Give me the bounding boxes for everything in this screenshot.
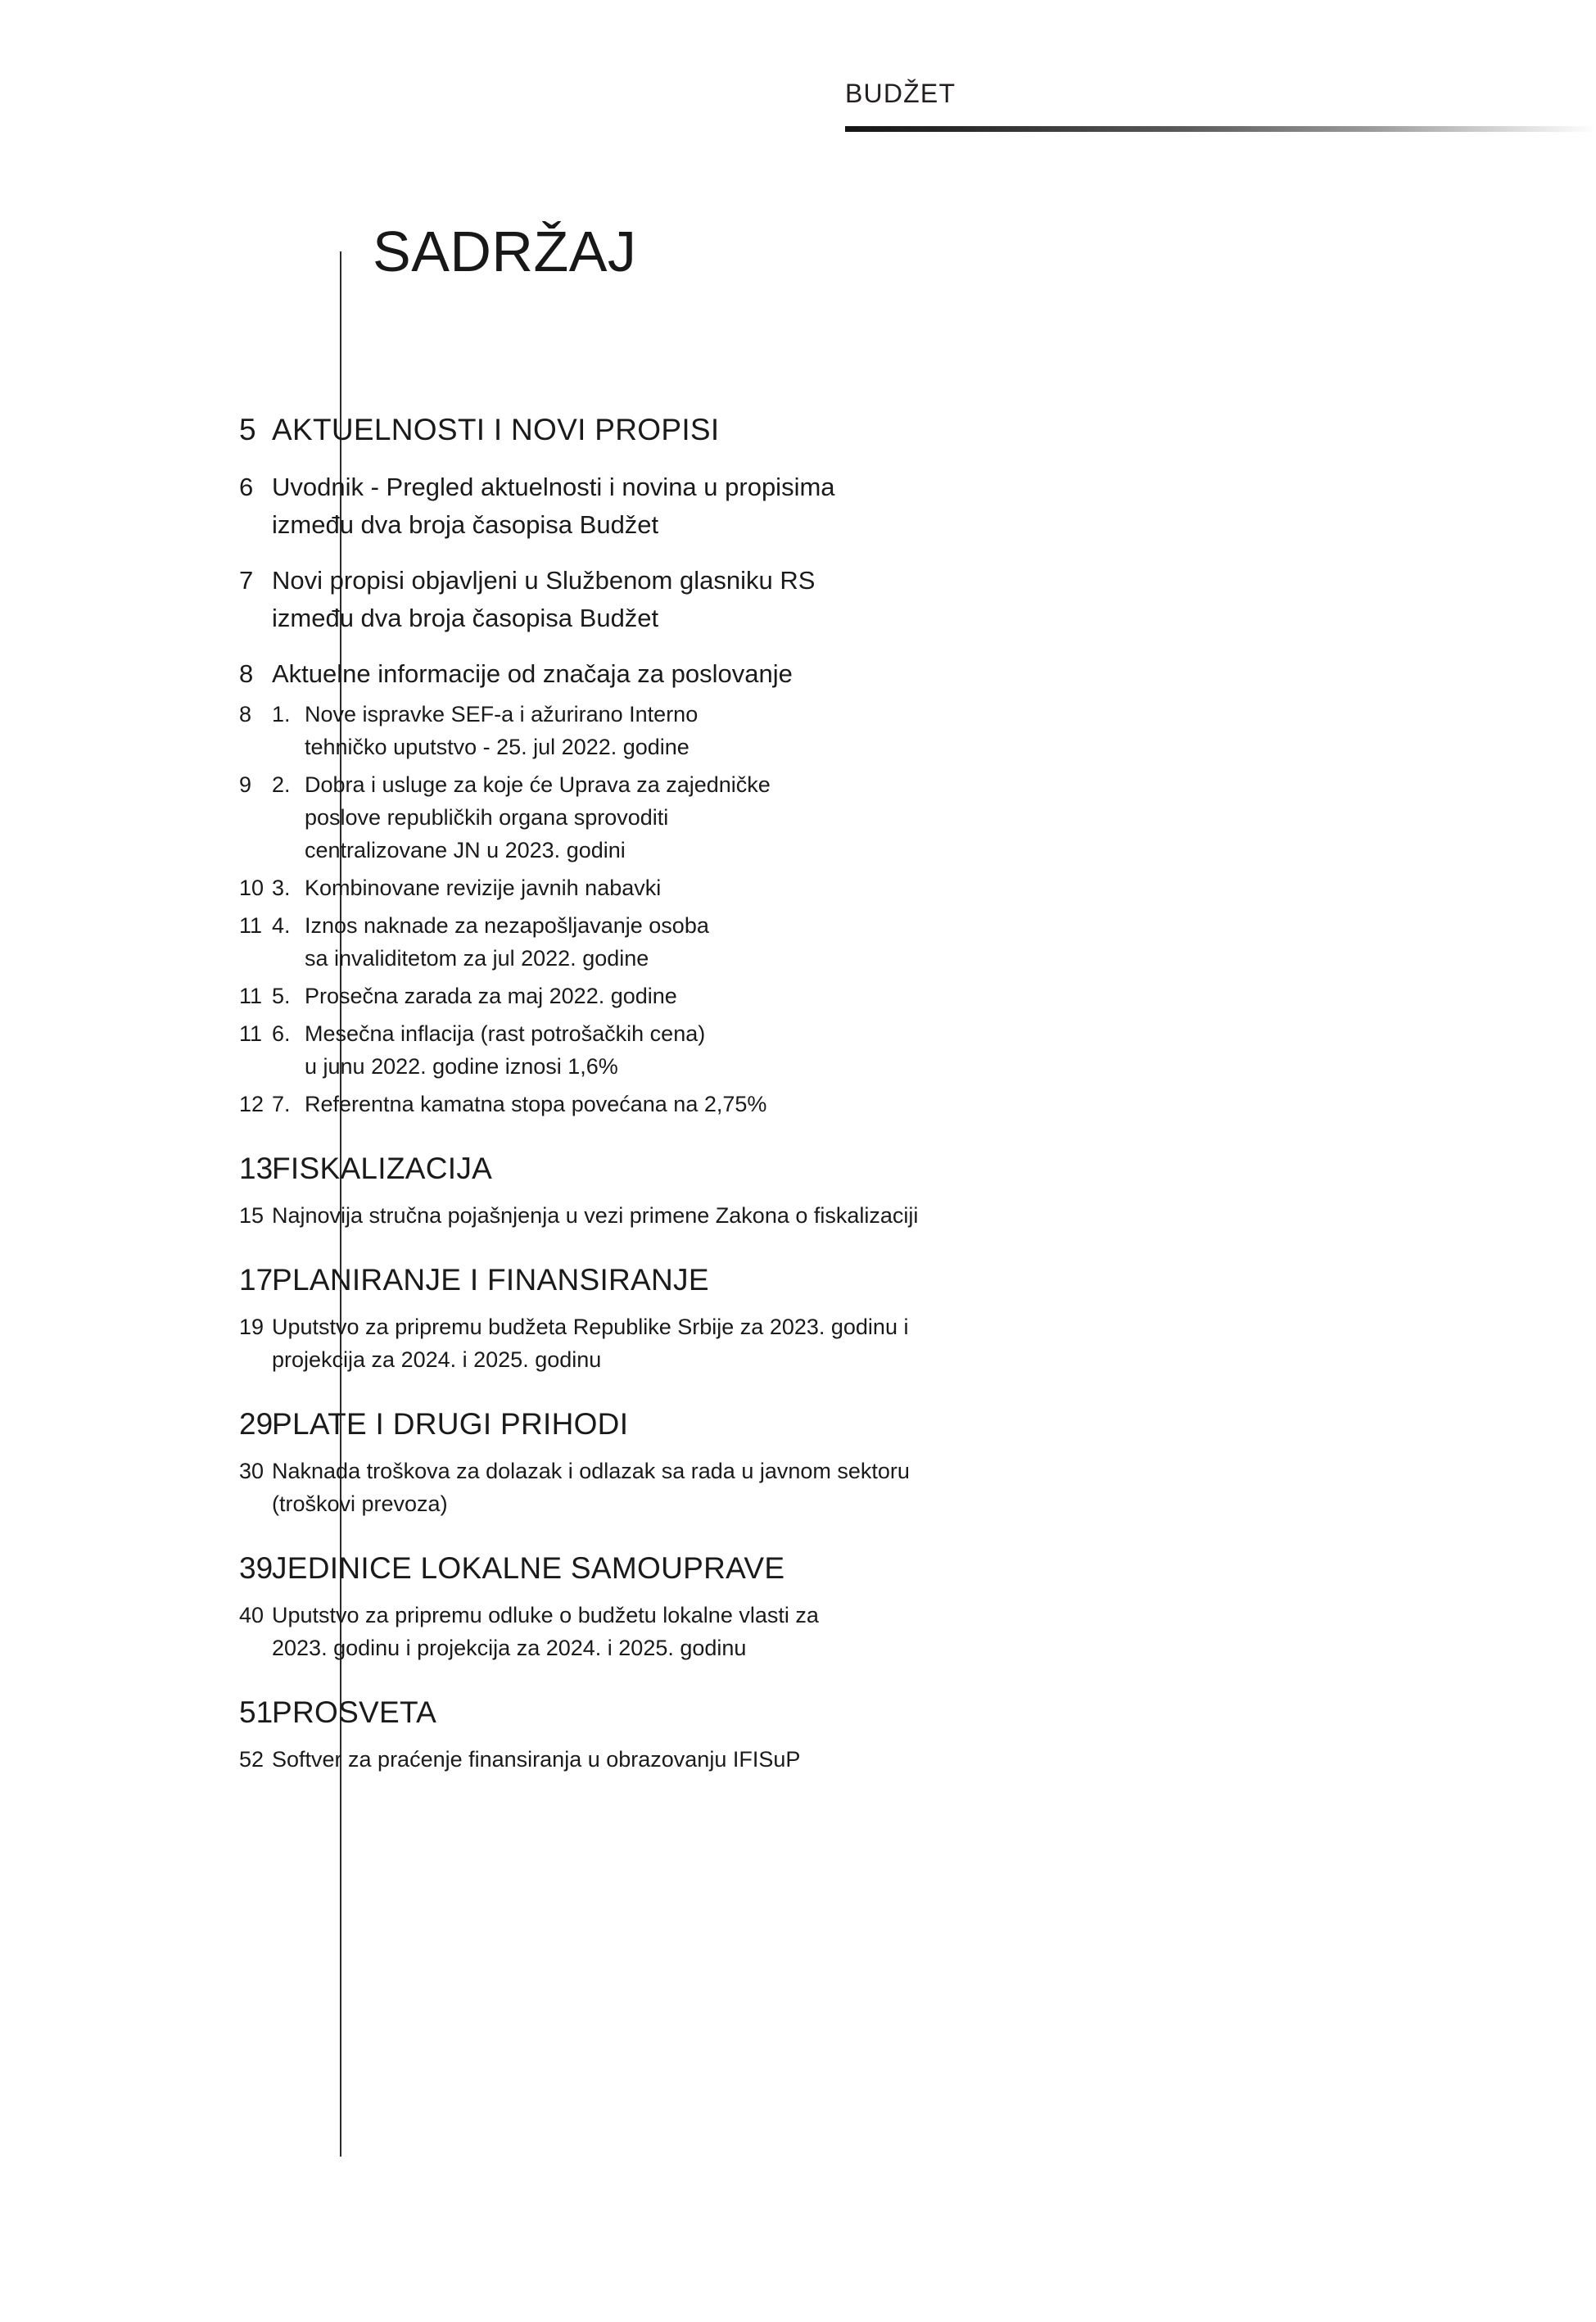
toc-entry-line: tehničko uputstvo - 25. jul 2022. godine xyxy=(305,735,689,759)
toc-entry-page-number: 15 xyxy=(239,1203,264,1228)
toc-entry-text-body xyxy=(305,768,771,867)
row-spacer xyxy=(0,1445,1596,1455)
toc-entry-page-number: 19 xyxy=(239,1315,264,1339)
toc-entry-marker: 2. xyxy=(272,772,291,797)
toc-entry[interactable] xyxy=(0,1148,1596,1189)
toc-entry-marker: 4. xyxy=(272,913,291,938)
row-spacer xyxy=(0,450,1596,468)
toc-entry-page-number: 52 xyxy=(239,1747,264,1772)
toc-entry-title xyxy=(239,1455,910,1520)
toc-entry[interactable] xyxy=(0,655,1596,693)
toc-entry[interactable] xyxy=(0,1599,1596,1664)
toc-entry-line: u junu 2022. godine iznosi 1,6% xyxy=(305,1054,618,1079)
toc-entry-title xyxy=(239,909,709,975)
toc-entry-marker: 7. xyxy=(272,1092,291,1116)
toc-entry-line: JEDINICE LOKALNE SAMOUPRAVE xyxy=(272,1551,785,1585)
row-spacer xyxy=(0,544,1596,562)
row-spacer xyxy=(0,1189,1596,1199)
toc-entry-title xyxy=(239,1017,705,1083)
toc-entry-line: Referentna kamatna stopa povećana na 2,75% xyxy=(305,1092,767,1116)
toc-entry-text-body xyxy=(305,698,698,763)
toc-entry-title xyxy=(239,698,698,763)
toc-entry-title xyxy=(239,1404,628,1445)
toc-entry-title xyxy=(239,980,677,1012)
toc-entry[interactable] xyxy=(0,562,1596,637)
toc-entry-page-number: 13 xyxy=(239,1152,274,1185)
row-spacer xyxy=(0,1733,1596,1743)
row-spacer xyxy=(0,1232,1596,1260)
toc-entry-page-number: 12 xyxy=(239,1092,264,1116)
toc-entry[interactable] xyxy=(0,1743,1596,1776)
toc-entry-title xyxy=(239,1599,819,1664)
toc-entry-page-number: 5 xyxy=(239,413,256,446)
toc-entry-line: AKTUELNOSTI I NOVI PROPISI xyxy=(272,413,720,446)
toc-entry-page-number: 10 xyxy=(239,876,264,900)
toc-entry-title xyxy=(239,871,661,904)
toc-entry[interactable] xyxy=(0,1088,1596,1120)
toc-entry-page-number: 17 xyxy=(239,1263,274,1297)
toc-entry-line: Uputstvo za pripremu odluke o budžetu lokalne vlasti za xyxy=(272,1603,819,1627)
toc-entry-title xyxy=(239,1148,492,1189)
toc-entry-text-body xyxy=(305,980,677,1012)
toc-entry-title xyxy=(239,1692,436,1733)
toc-entry-title xyxy=(239,655,793,693)
toc-entry-page-number: 11 xyxy=(239,913,263,938)
toc-entry-page-number: 8 xyxy=(239,659,254,688)
toc-entry-line: Prosečna zarada za maj 2022. godine xyxy=(305,984,677,1008)
toc-entry-title xyxy=(239,562,815,637)
row-spacer xyxy=(0,1520,1596,1548)
toc-entry-page-number: 7 xyxy=(239,566,254,595)
toc-entry-line: Aktuelne informacije od značaja za poslovanje xyxy=(272,659,793,688)
toc-entry-line: PROSVETA xyxy=(272,1695,437,1729)
row-spacer xyxy=(0,1301,1596,1310)
toc-entry-line: Uvodnik - Pregled aktuelnosti i novina u propisima xyxy=(272,473,835,501)
toc-entry[interactable] xyxy=(0,1404,1596,1445)
toc-entry-line: (troškovi prevoza) xyxy=(272,1491,448,1516)
toc-entry[interactable] xyxy=(0,1260,1596,1301)
toc-entry[interactable] xyxy=(0,468,1596,544)
toc-entry-line: projekcija za 2024. i 2025. godinu xyxy=(272,1347,602,1372)
toc-entry-title xyxy=(239,1310,908,1376)
toc-entry-line: PLATE I DRUGI PRIHODI xyxy=(272,1407,629,1441)
toc-entry[interactable] xyxy=(0,1455,1596,1520)
toc-entry-text-body xyxy=(305,1088,766,1120)
toc-entry-line: sa invaliditetom za jul 2022. godine xyxy=(305,946,649,971)
toc-entry-marker: 5. xyxy=(272,984,291,1008)
toc-entry-page-number: 11 xyxy=(239,984,263,1008)
toc-entry-line: Mesečna inflacija (rast potrošačkih cena) xyxy=(305,1021,706,1046)
toc-entry-line: Najnovija stručna pojašnjenja u vezi primene Zakona o fiskalizaciji xyxy=(272,1203,919,1228)
toc-entry-page-number: 40 xyxy=(239,1603,264,1627)
toc-entry-line: između dva broja časopisa Budžet xyxy=(272,604,659,632)
toc-entry[interactable] xyxy=(0,1548,1596,1589)
toc-entry-title xyxy=(239,468,835,544)
toc-entry-line: Kombinovane revizije javnih nabavki xyxy=(305,876,662,900)
toc-entry-title xyxy=(239,1260,709,1301)
toc-entry-line: PLANIRANJE I FINANSIRANJE xyxy=(272,1263,709,1297)
toc-entry-line: poslove republičkih organa sprovoditi xyxy=(305,805,669,830)
row-spacer xyxy=(0,1376,1596,1404)
toc-entry-text-body xyxy=(272,1310,908,1376)
toc-entry-page-number: 29 xyxy=(239,1407,274,1441)
row-spacer xyxy=(0,637,1596,655)
toc-entry-list xyxy=(0,410,1596,1776)
toc-entry[interactable] xyxy=(0,871,1596,904)
toc-entry-line: centralizovane JN u 2023. godini xyxy=(305,838,626,862)
toc-entry[interactable] xyxy=(0,410,1596,450)
toc-entry-page-number: 30 xyxy=(239,1459,264,1483)
toc-entry-line: Dobra i usluge za koje će Uprava za zajedničke xyxy=(305,772,771,797)
toc-entry[interactable] xyxy=(0,768,1596,867)
toc-entry-page-number: 11 xyxy=(239,1021,263,1046)
toc-entry-title xyxy=(239,1548,784,1589)
toc-entry-line: Softver za praćenje finansiranja u obrazovanju IFISuP xyxy=(272,1747,801,1772)
toc-entry-title xyxy=(239,1199,918,1232)
toc-entry-line: Naknada troškova za dolazak i odlazak sa rada u javnom sektoru xyxy=(272,1459,910,1483)
toc-entry-marker: 1. xyxy=(272,702,291,726)
toc-entry-text-body xyxy=(305,871,661,904)
toc-entry-text-body xyxy=(272,1599,819,1664)
toc-entry-title xyxy=(239,768,771,867)
toc-entry[interactable] xyxy=(0,1310,1596,1376)
toc-entry-title xyxy=(239,410,719,450)
toc-entry-text-body xyxy=(305,1017,705,1083)
toc-entry-text-body xyxy=(272,1455,910,1520)
toc-entry-page-number: 8 xyxy=(239,702,252,726)
toc-entry-text-body xyxy=(272,1199,918,1232)
toc-entry[interactable] xyxy=(0,909,1596,975)
row-spacer xyxy=(0,1589,1596,1599)
toc-entry-line: Iznos naknade za nezapošljavanje osoba xyxy=(305,913,709,938)
toc-entry-title xyxy=(239,1743,800,1776)
toc-entry-page-number: 6 xyxy=(239,473,254,501)
row-spacer xyxy=(0,1120,1596,1148)
toc-entry-page-number: 9 xyxy=(239,772,252,797)
page-title: SADRŽAJ xyxy=(373,220,637,283)
toc-entry-page-number: 39 xyxy=(239,1551,274,1585)
running-header-title-text: BUDŽET xyxy=(845,79,956,108)
toc-entry[interactable] xyxy=(0,1199,1596,1232)
toc-entry-page-number: 51 xyxy=(239,1695,274,1729)
toc-entry-marker: 3. xyxy=(272,876,291,900)
toc-entry-line: FISKALIZACIJA xyxy=(272,1152,493,1185)
toc-entry[interactable] xyxy=(0,698,1596,763)
toc-entry[interactable] xyxy=(0,1692,1596,1733)
toc-entry-text-body xyxy=(272,1743,800,1776)
toc-entry-marker: 6. xyxy=(272,1021,291,1046)
toc-entry-title xyxy=(239,1088,766,1120)
toc-entry-line: Uputstvo za pripremu budžeta Republike Srbije za 2023. godinu i xyxy=(272,1315,909,1339)
toc-entry-line: između dva broja časopisa Budžet xyxy=(272,510,659,539)
toc-entry-line: 2023. godinu i projekcija za 2024. i 2025. godinu xyxy=(272,1636,747,1660)
toc-entry[interactable] xyxy=(0,980,1596,1012)
toc-entry-line: Novi propisi objavljeni u Službenom glasniku RS xyxy=(272,566,816,595)
toc-entry-line: Nove ispravke SEF-a i ažurirano Interno xyxy=(305,702,699,726)
row-spacer xyxy=(0,1664,1596,1692)
toc-entry[interactable] xyxy=(0,1017,1596,1083)
toc-entry-text-body xyxy=(305,909,709,975)
